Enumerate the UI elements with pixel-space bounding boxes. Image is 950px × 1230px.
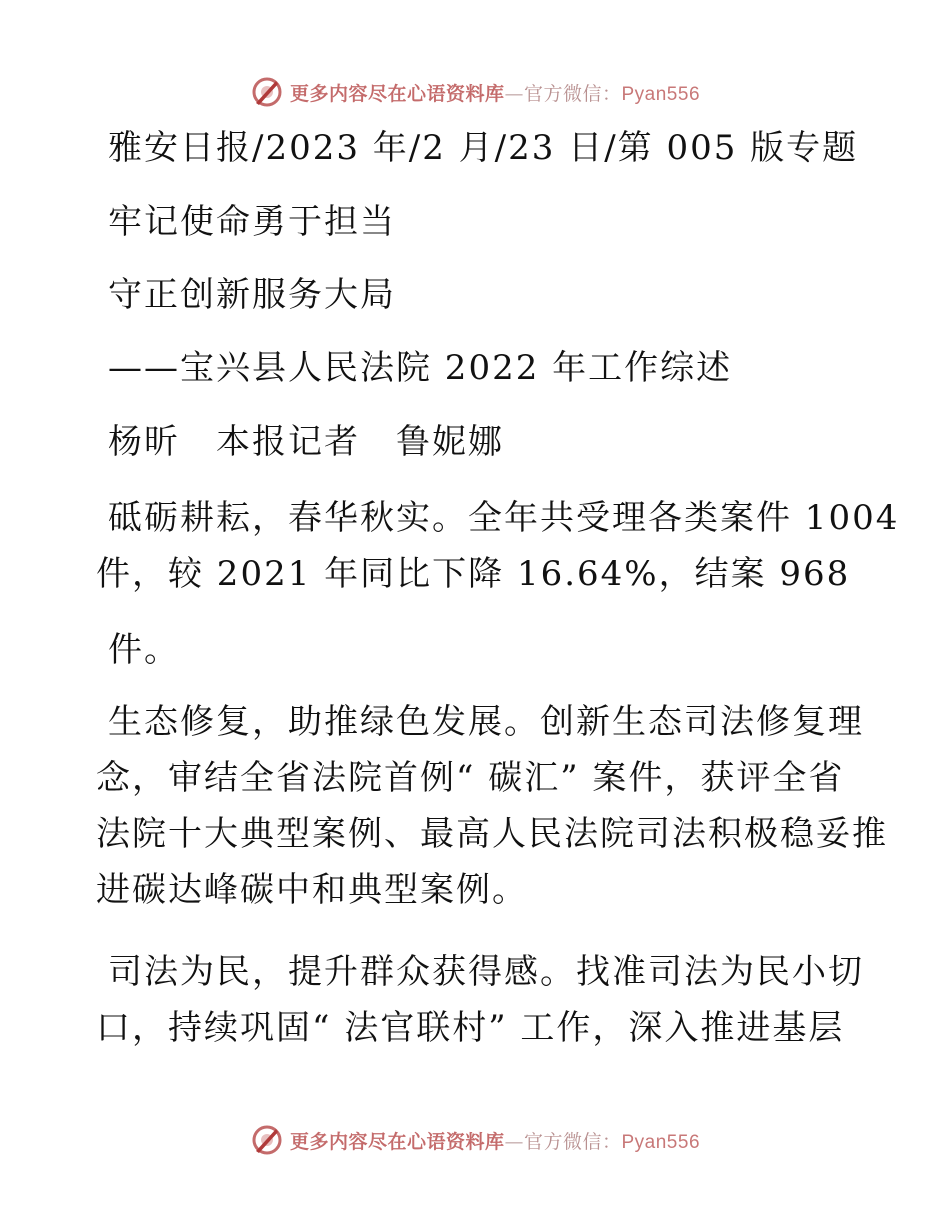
article-title-line-2: 守正创新服务大局 [108,275,396,315]
article-source: 雅安日报/2023 年/2 月/23 日/第 005 版专题 [108,128,859,168]
paragraph-2-line-1: 生态修复，助推绿色发展。创新生态司法修复理 [108,702,864,742]
paragraph-1-line-1: 砥砺耕耘，春华秋实。全年共受理各类案件 1004 [108,498,900,538]
paragraph-2-line-4: 进碳达峰碳中和典型案例。 [96,870,528,910]
paragraph-1-line-3: 件。 [108,630,180,670]
footer-watermark [0,1120,950,1160]
watermark-official: 官方微信： [523,82,622,105]
paragraph-3-line-1: 司法为民，提升群众获得感。找准司法为民小切 [108,952,864,992]
watermark-official: 官方微信： [523,1130,622,1153]
watermark-dash: — [504,82,524,105]
article-subtitle: ——宝兴县人民法院 2022 年工作综述 [108,348,733,388]
paragraph-1-line-2: 件，较 2021 年同比下降 16.64%，结案 968 [96,554,851,594]
article-authors: 杨昕 本报记者 鲁妮娜 [108,422,504,462]
watermark-text [290,1127,700,1154]
watermark-wechat-id: Pyan556 [621,1131,701,1153]
quill-circle-logo-icon [250,75,284,109]
paragraph-2-line-3: 法院十大典型案例、最高人民法院司法积极稳妥推 [96,814,888,854]
header-watermark [0,72,950,112]
watermark-main: 更多内容尽在心语资料库 [289,1130,505,1153]
article-title-line-1: 牢记使命勇于担当 [108,202,396,242]
watermark-main: 更多内容尽在心语资料库 [289,82,505,105]
watermark-dash: — [504,1130,524,1153]
paragraph-2-line-2: 念，审结全省法院首例“ 碳汇” 案件，获评全省 [96,758,845,798]
quill-circle-logo-icon [250,1123,284,1157]
watermark-text [290,79,700,106]
watermark-wechat-id: Pyan556 [621,83,701,105]
paragraph-3-line-2: 口，持续巩固“ 法官联村” 工作，深入推进基层 [96,1008,845,1048]
